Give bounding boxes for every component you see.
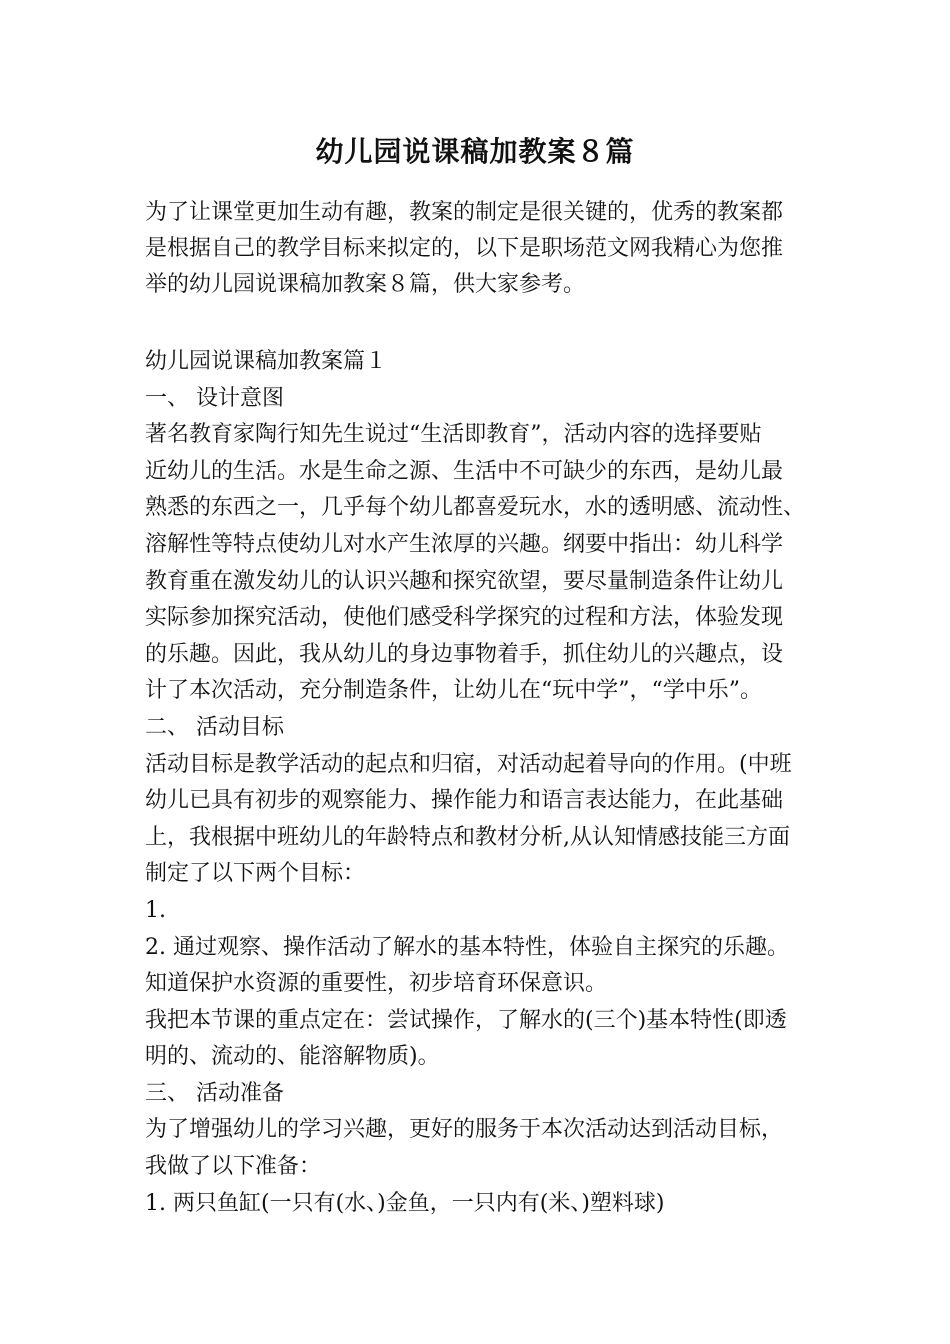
intro-line: 是根据自己的教学目标来拟定的，以下是职场范文网我精心为您推: [145, 236, 784, 261]
subsection-heading: 三、 活动准备: [145, 1080, 284, 1106]
intro-line: 为了让课堂更加生动有趣，教案的制定是很关键的，优秀的教案都: [145, 200, 784, 225]
subsection-heading: 二、 活动目标: [145, 714, 284, 740]
text-line: 制定了以下两个目标：: [145, 861, 366, 887]
list-item: 1.: [145, 897, 166, 923]
text-line: 幼儿已具有初步的观察能力、操作能力和语言表达能力，在此基础: [145, 788, 784, 814]
text-line: 知道保护水资源的重要性，初步培育环保意识。: [145, 971, 608, 997]
body-text: [145, 344, 825, 1222]
document-title: 幼儿园说课稿加教案８篇: [315, 135, 635, 168]
intro-paragraph: [145, 195, 810, 303]
text-line: 的乐趣。因此，我从幼儿的身边事物着手，抓住幼儿的兴趣点，设: [145, 641, 784, 667]
list-item: 1. 两只鱼缸(一只有(水、)金鱼，一只内有(米、)塑料球): [145, 1190, 665, 1216]
text-line: 溶解性等特点使幼儿对水产生浓厚的兴趣。纲要中指出：幼儿科学: [145, 531, 784, 557]
text-line: 教育重在激发幼儿的认识兴趣和探究欲望，要尽量制造条件让幼儿: [145, 568, 784, 594]
subsection-heading: 一、 设计意图: [145, 385, 284, 411]
text-line: 实际参加探究活动，使他们感受科学探究的过程和方法，体验发现: [145, 605, 784, 631]
list-item: 2. 通过观察、操作活动了解水的基本特性，体验自主探究的乐趣。: [145, 934, 789, 960]
text-line: 明的、流动的、能溶解物质)。: [145, 1044, 440, 1070]
text-line: 我做了以下准备：: [145, 1154, 322, 1180]
text-line: 活动目标是教学活动的起点和归宿，对活动起着导向的作用。(中班: [145, 751, 792, 777]
text-line: 我把本节课的重点定在：尝试操作，了解水的(三个)基本特性(即透: [145, 1007, 787, 1033]
text-line: 计了本次活动，充分制造条件，让幼儿在“玩中学”，“学中乐”。: [145, 678, 762, 704]
text-line: 上，我根据中班幼儿的年龄特点和教材分析,从认知情感技能三方面: [145, 824, 790, 850]
intro-line: 举的幼儿园说课稿加教案８篇，供大家参考。: [145, 272, 586, 297]
text-line: 熟悉的东西之一，几乎每个幼儿都喜爱玩水，水的透明感、流动性、: [145, 495, 806, 521]
text-line: 为了增强幼儿的学习兴趣，更好的服务于本次活动达到活动目标，: [145, 1117, 784, 1143]
section-heading: 幼儿园说课稿加教案篇１: [145, 349, 388, 374]
text-line: 著名教育家陶行知先生说过“生活即教育”，活动内容的选择要贴: [145, 422, 762, 448]
text-line: 近幼儿的生活。水是生命之源、生活中不可缺少的东西，是幼儿最: [145, 458, 784, 484]
